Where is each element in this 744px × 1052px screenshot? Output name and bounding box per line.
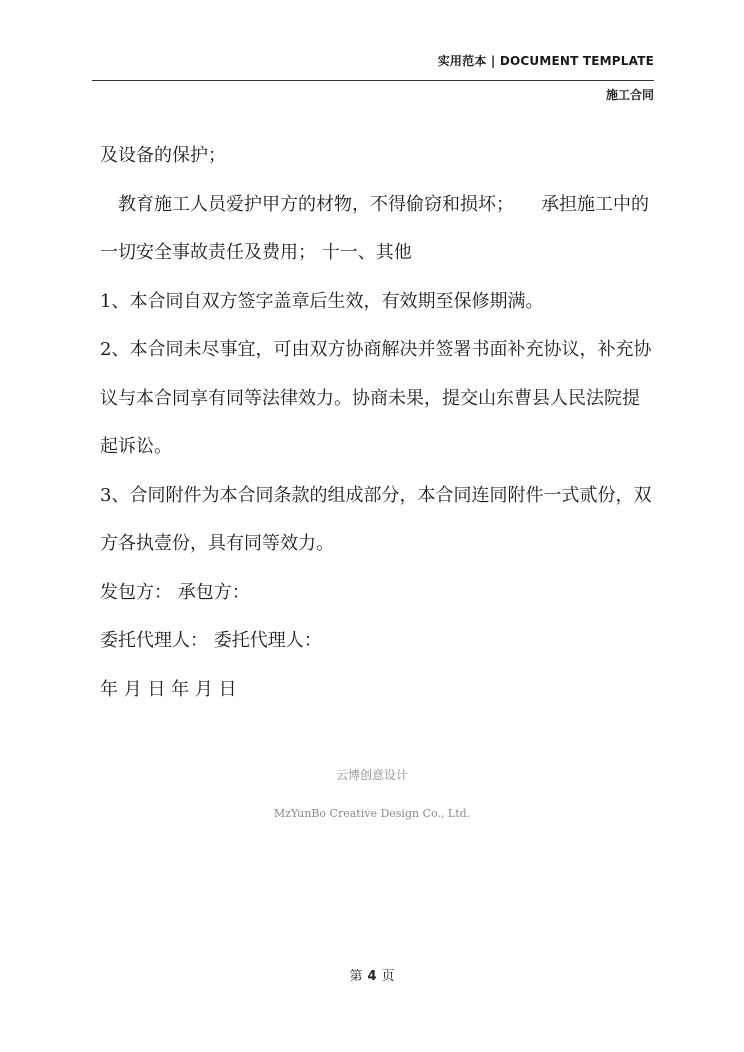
page-number-value: 4 (367, 969, 377, 984)
document-body (100, 132, 656, 714)
header-title: 实用范本 | DOCUMENT TEMPLATE (437, 54, 654, 68)
paragraph-clause-2: 2、本合同未尽事宜，可由双方协商解决并签署书面补充协议，补充协议与本合同享有同等法律效力。协商未果，提交山东曹县人民法院提起诉讼。 (100, 339, 652, 457)
page-number-prefix: 第 (349, 969, 363, 984)
footer-company-cn: 云博创意设计 (335, 768, 408, 782)
signature-date-line: 年 月 日 年 月 日 (100, 678, 237, 700)
header-divider (92, 80, 654, 81)
footer-company-en: MzYunBo Creative Design Co., Ltd. (273, 807, 471, 820)
signature-parties-line: 发包方： 承包方： (100, 581, 250, 603)
signature-agents-line: 委托代理人： 委托代理人： (100, 630, 322, 651)
paragraph-equipment-protection: 及设备的保护； (100, 145, 226, 166)
paragraph-clause-3: 3、合同附件为本合同条款的组成部分，本合同连同附件一式贰份，双方各执壹份，具有同等效力。 (100, 484, 652, 554)
paragraph-safety-responsibility: 教育施工人员爱护甲方的材物，不得偷窃和损坏； 承担施工中的一切安全事故责任及费用； 十一、其他 (100, 193, 649, 263)
header-subtitle: 施工合同 (605, 88, 654, 102)
page-number-suffix: 页 (381, 969, 395, 984)
paragraph-clause-1: 1、本合同自双方签字盖章后生效，有效期至保修期满。 (100, 290, 544, 312)
page-number (0, 965, 744, 984)
